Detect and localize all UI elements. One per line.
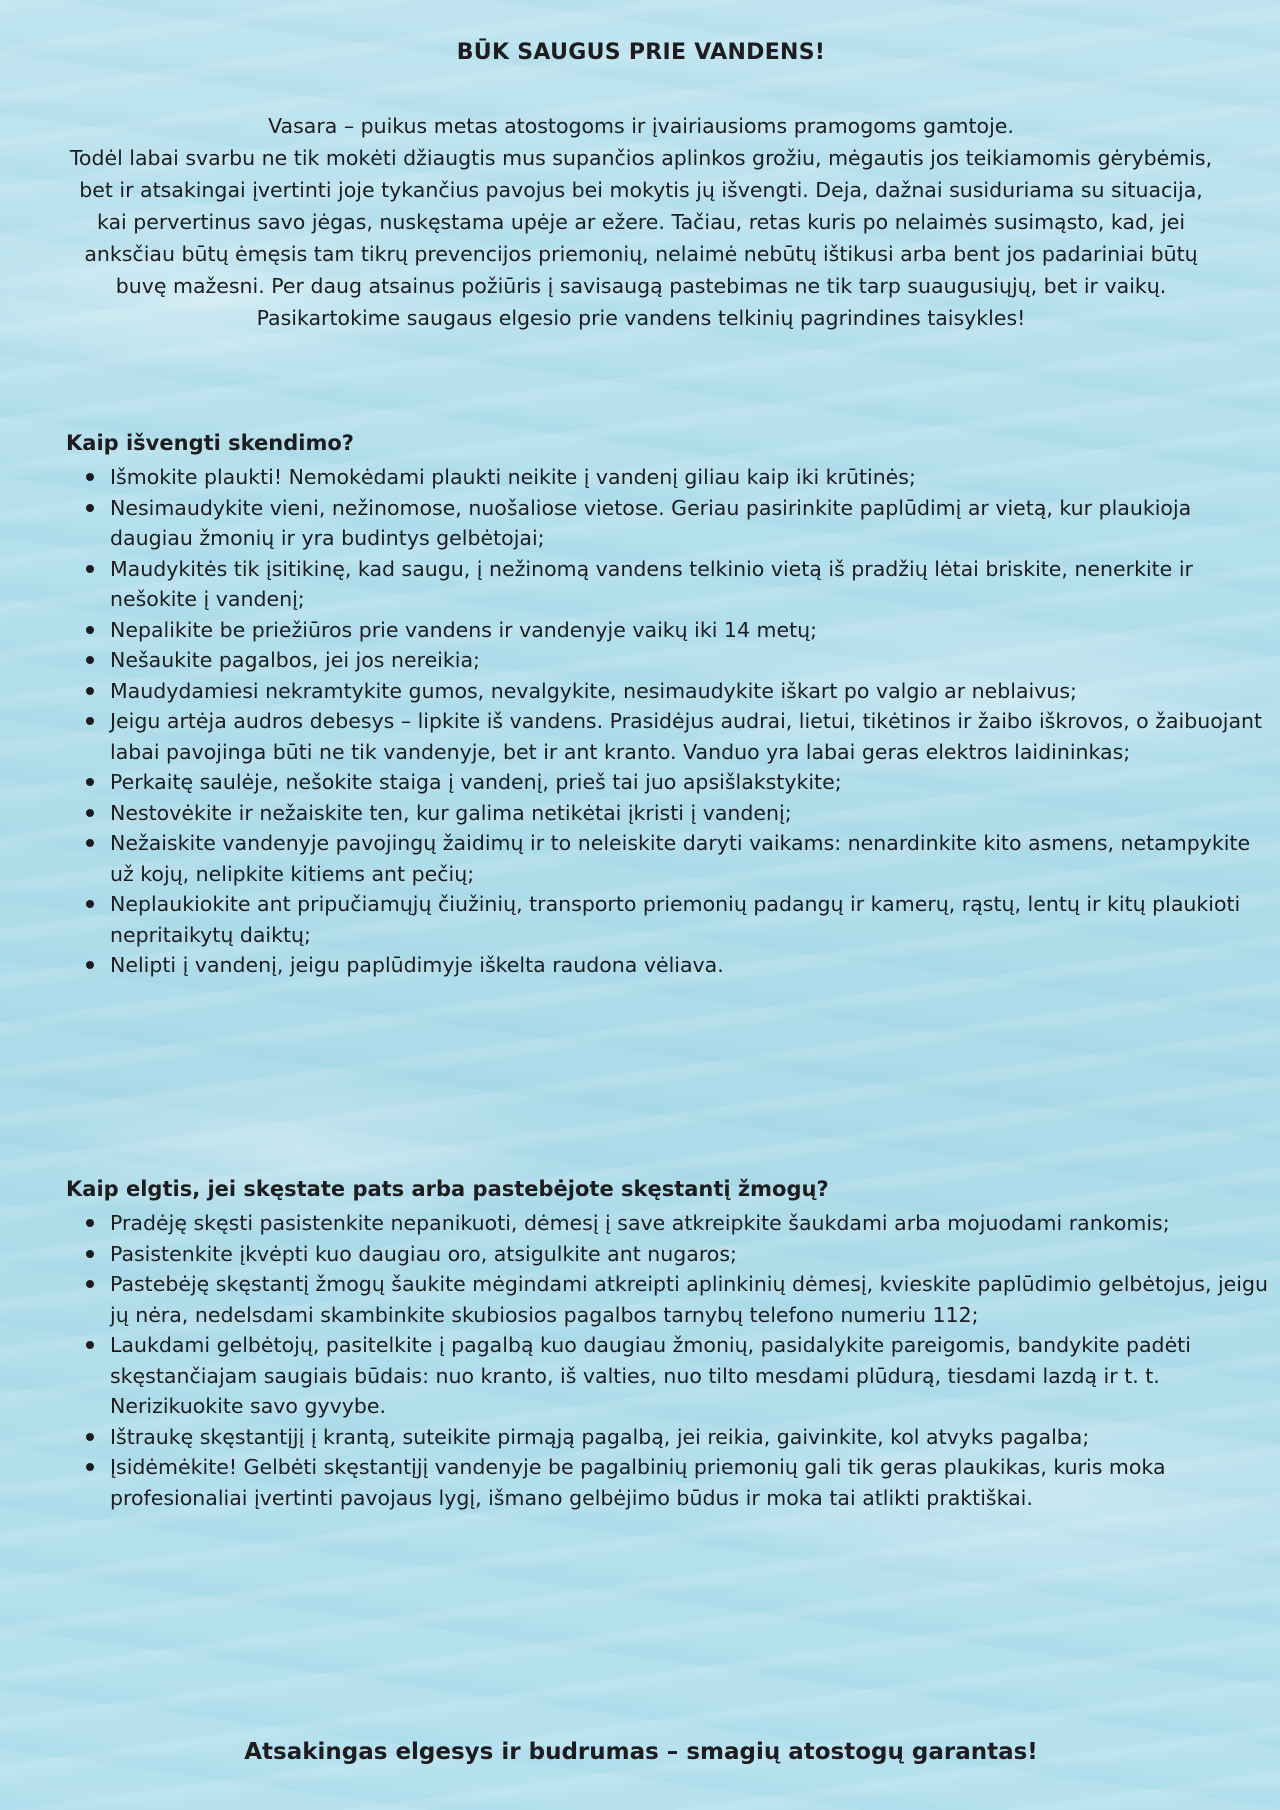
list-item-text: Jeigu artėja audros debesys – lipkite iš vandens. Prasidėjus audrai, lietui, tikėtinos ir žaibo iškrovos, o žaibuojant labai pavojinga būti ne tik vandenyje, bet ir ant kranto. Vanduo yra labai geras elektros laidininkas;	[110, 709, 1263, 764]
intro-line-2: Todėl labai svarbu ne tik mokėti džiaugtis mus supančios aplinkos grožiu, mėgautis jos teikiamomis gėrybėmis, bet ir atsakingai įvertinti joje tykančius pavojus bei mokytis jų išvengti. Deja, dažnai susiduriama su situacija, kai pervertinus savo jėgas, nuskęstama upėje ar ežere. Tačiau, retas kuris po nelaimės susimąsto, kad, jei anksčiau būtų ėmęsis tam tikrų prevencijos priemonių, nelaimė nebūtų ištikusi arba bent jos padariniai būtų buvę mažesni. Per daug atsainus požiūris į savisaugą pastebimas ne tik tarp suaugusiųjų, bet ir vaikų. Pasikartokime saugaus elgesio prie vandens telkinių pagrindines taisykles!	[69, 146, 1213, 330]
list-item	[110, 1422, 1280, 1453]
list-item	[110, 1452, 1280, 1513]
page-title: BŪK SAUGUS PRIE VANDENS!	[456, 40, 826, 65]
list-item	[110, 615, 1280, 646]
list-item-text: Laukdami gelbėtojų, pasitelkite į pagalbą kuo daugiau žmonių, pasidalykite pareigomis, bandykite padėti skęstančiajam saugiais būdais: nuo kranto, iš valties, nuo tilto mesdami plūdurą, tiesdami lazdą ir t. t. Nerizikuokite savo gyvybe.	[110, 1333, 1191, 1418]
bullet-icon	[86, 1250, 94, 1258]
list-item	[110, 1269, 1280, 1330]
bullet-icon	[86, 1463, 94, 1471]
bullet-icon	[86, 839, 94, 847]
bullet-icon	[86, 504, 94, 512]
section-heading-drowning-response: Kaip elgtis, jei skęstate pats arba pastebėjote skęstantį žmogų?	[66, 1177, 829, 1201]
list-item-text: Nešaukite pagalbos, jei jos nereikia;	[110, 648, 480, 672]
list-item-text: Neplaukiokite ant pripučiamųjų čiužinių, transporto priemonių padangų ir kamerų, rąstų, lentų ir kitų plaukioti nepritaikytų daiktų;	[110, 892, 1241, 947]
bullet-icon	[86, 656, 94, 664]
bullet-icon	[86, 961, 94, 969]
list-item-text: Nestovėkite ir nežaiskite ten, kur galima netikėtai įkristi į vandenį;	[110, 800, 792, 825]
drowning-response-list	[110, 1208, 1280, 1513]
list-item	[110, 798, 1280, 829]
section-heading-drowning-prevention: Kaip išvengti skendimo?	[66, 431, 354, 455]
closing-slogan: Atsakingas elgesys ir budrumas – smagių atostogų garantas!	[244, 1739, 1038, 1765]
list-item	[110, 889, 1280, 950]
list-item	[110, 828, 1280, 889]
list-item	[110, 645, 1280, 676]
list-item-text: Pradėję skęsti pasistenkite nepanikuoti, dėmesį į save atkreipkite šaukdami arba mojuodami rankomis;	[110, 1211, 1170, 1235]
bullet-icon	[86, 1433, 94, 1441]
bullet-icon	[86, 626, 94, 634]
list-item-text: Nepalikite be priežiūros prie vandens ir vandenyje vaikų iki 14 metų;	[110, 617, 818, 642]
list-item-text: Pasistenkite įkvėpti kuo daugiau oro, atsigulkite ant nugaros;	[110, 1241, 737, 1266]
list-item-text: Nesimaudykite vieni, nežinomose, nuošaliose vietose. Geriau pasirinkite paplūdimį ar vietą, kur plaukioja daugiau žmonių ir yra budintys gelbėtojai;	[110, 495, 1192, 550]
list-item	[110, 462, 1280, 493]
intro-paragraph	[66, 110, 1216, 334]
bullet-icon	[86, 778, 94, 786]
bullet-icon	[86, 717, 94, 725]
list-item	[110, 950, 1280, 981]
bullet-icon	[86, 473, 94, 481]
list-item	[110, 1330, 1280, 1422]
list-item	[110, 706, 1280, 767]
bullet-icon	[86, 809, 94, 817]
list-item-text: Įsidėmėkite! Gelbėti skęstantįjį vandenyje be pagalbinių priemonių gali tik geras plaukikas, kuris moka profesionaliai įvertinti pavojaus lygį, išmano gelbėjimo būdus ir moka tai atlikti praktiškai.	[110, 1455, 1166, 1510]
bullet-icon	[86, 687, 94, 695]
bullet-icon	[86, 1219, 94, 1227]
list-item	[110, 767, 1280, 798]
list-item	[110, 1239, 1280, 1270]
list-item-text: Ištraukę skęstantįjį į krantą, suteikite pirmąją pagalbą, jei reikia, gaivinkite, kol atvyks pagalba;	[110, 1424, 1090, 1449]
drowning-prevention-list	[110, 462, 1280, 981]
list-item	[110, 554, 1280, 615]
list-item-text: Pastebėję skęstantį žmogų šaukite mėgindami atkreipti aplinkinių dėmesį, kvieskite paplūdimio gelbėtojus, jeigu jų nėra, nedelsdami skambinkite skubiosios pagalbos tarnybų telefono numeriu 112;	[110, 1272, 1268, 1327]
list-item	[110, 676, 1280, 707]
list-item-text: Maudykitės tik įsitikinę, kad saugu, į nežinomą vandens telkinio vietą iš pradžių lėtai briskite, nenerkite ir nešokite į vandenį;	[110, 556, 1193, 611]
list-item-text: Nežaiskite vandenyje pavojingų žaidimų ir to neleiskite daryti vaikams: nenardinkite kito asmens, netampykite už kojų, nelipkite kitiems ant pečių;	[110, 831, 1251, 886]
bullet-icon	[86, 1341, 94, 1349]
list-item-text: Maudydamiesi nekramtykite gumos, nevalgykite, nesimaudykite iškart po valgio ar neblaivus;	[110, 678, 1077, 703]
intro-line-1: Vasara – puikus metas atostogoms ir įvairiausioms pramogoms gamtoje.	[268, 114, 1014, 138]
list-item-text: Nelipti į vandenį, jeigu paplūdimyje iškelta raudona vėliava.	[110, 953, 724, 977]
list-item	[110, 493, 1280, 554]
bullet-icon	[86, 565, 94, 573]
list-item-text: Išmokite plaukti! Nemokėdami plaukti neikite į vandenį giliau kaip iki krūtinės;	[110, 465, 916, 489]
list-item-text: Perkaitę saulėje, nešokite staiga į vandenį, prieš tai juo apsišlakstykite;	[110, 770, 842, 794]
bullet-icon	[86, 1280, 94, 1288]
bullet-icon	[86, 900, 94, 908]
list-item	[110, 1208, 1280, 1239]
